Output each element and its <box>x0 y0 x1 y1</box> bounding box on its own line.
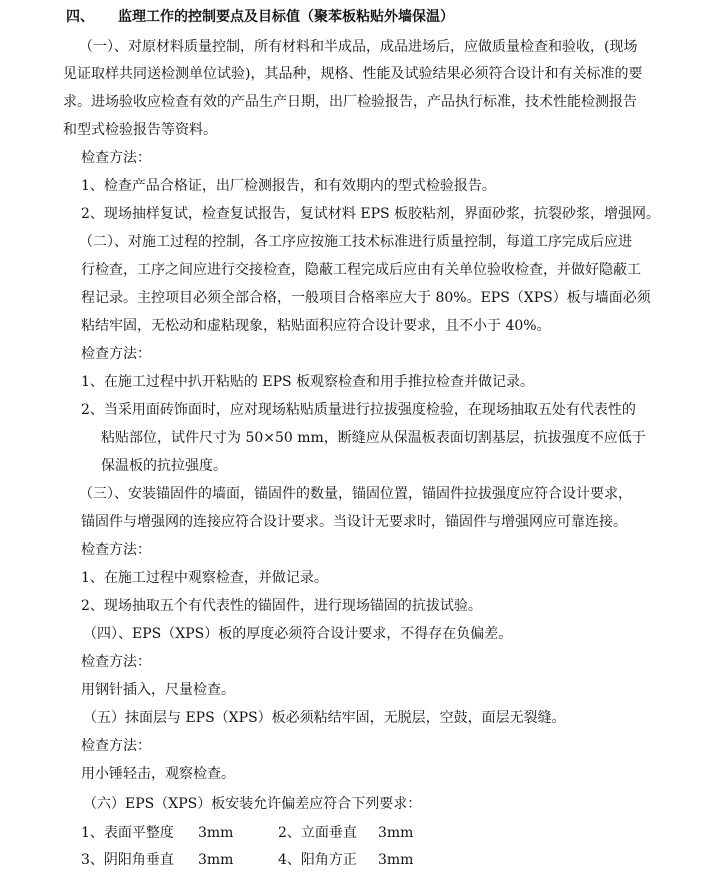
check-method-label: 检查方法： <box>81 346 151 362</box>
tolerance-value: 3mm <box>198 825 234 841</box>
tolerance-item: 3、阴阳角垂直 <box>81 852 174 868</box>
tolerance-row <box>0 850 715 870</box>
tolerance-item: 4、阳角方正 <box>278 852 357 868</box>
list-item: 1、在施工过程中观察检查，并做记录。 <box>81 570 328 586</box>
check-method-label: 检查方法： <box>81 654 151 670</box>
tolerance-value: 3mm <box>198 852 234 868</box>
paragraph-line: 粘结牢固，无松动和虚粘现象，粘贴面积应符合设计要求，且不小于 40%。 <box>81 318 551 334</box>
paragraph-line: （三）、安装锚固件的墙面，锚固件的数量，锚固位置，锚固件拉拔强度应符合设计要求， <box>79 486 632 502</box>
paragraph-line: （四）、EPS（XPS）板的厚度必须符合设计要求，不得存在负偏差。 <box>83 626 513 642</box>
list-item: 1、在施工过程中扒开粘贴的 EPS 板观察检查和用手推拉检查并做记录。 <box>81 374 535 390</box>
heading-number: 四、 <box>66 9 94 25</box>
paragraph-line: 用小锤轻击，观察检查。 <box>81 766 235 782</box>
heading-title: 监理工作的控制要点及目标值（聚苯板粘贴外墙保温） <box>118 9 454 25</box>
check-method-label: 检查方法： <box>81 542 151 558</box>
paragraph-line: （五）抹面层与 EPS（XPS）板必须粘结牢固，无脱层，空鼓，面层无裂缝。 <box>83 710 566 726</box>
tolerance-row <box>0 823 715 843</box>
list-item: 1、检查产品合格证，出厂检测报告，和有效期内的型式检验报告。 <box>81 178 496 194</box>
tolerance-item: 2、立面垂直 <box>278 825 357 841</box>
list-item: 2、当采用面砖饰面时，应对现场粘贴质量进行拉拔强度检验，在现场抽取五处有代表性的 <box>81 402 636 418</box>
paragraph-line: 求。进场验收应检查有效的产品生产日期，出厂检验报告，产品执行标准，技术性能检测报告 <box>63 94 637 110</box>
paragraph-line: （六）EPS（XPS）板安装允许偏差应符合下列要求： <box>83 796 422 812</box>
tolerance-value: 3mm <box>378 825 414 841</box>
paragraph-line: （二）、对施工过程的控制，各工序应按施工技术标准进行质量控制，每道工序完成后应进 <box>79 234 632 250</box>
paragraph-line: 用钢针插入，尺量检查。 <box>81 682 235 698</box>
list-item: 2、现场抽样复试，检查复试报告，复试材料 EPS 板胶粘剂，界面砂浆，抗裂砂浆，增强网。 <box>81 206 661 222</box>
paragraph-line: （一）、对原材料质量控制，所有材料和半成品，成品进场后，应做质量检查和验收，(现场 <box>79 39 638 55</box>
list-item-continuation: 粘贴部位，试件尺寸为 50×50 mm，断缝应从保温板表面切割基层，抗拔强度不应低于 <box>101 430 646 446</box>
paragraph-line: 程记录。主控项目必须全部合格，一般项目合格率应大于 80%。EPS（XPS）板与墙面必须 <box>81 290 651 306</box>
section-heading <box>0 7 715 27</box>
check-method-label: 检查方法： <box>81 738 151 754</box>
paragraph-line: 锚固件与增强网的连接应符合设计要求。当设计无要求时，锚固件与增强网应可靠连接。 <box>81 514 627 530</box>
list-item-continuation: 保温板的抗拉强度。 <box>101 458 227 474</box>
tolerance-value: 3mm <box>378 852 414 868</box>
paragraph-line: 见证取样共同送检测单位试验)，其品种，规格、性能及试验结果必须符合设计和有关标准的要 <box>63 66 643 82</box>
check-method-label: 检查方法： <box>81 150 151 166</box>
paragraph-line: 行检查，工序之间应进行交接检查，隐蔽工程完成后应由有关单位验收检查，并做好隐蔽工 <box>81 262 641 278</box>
list-item: 2、现场抽取五个有代表性的锚固件，进行现场锚固的抗拔试验。 <box>81 598 482 614</box>
tolerance-item: 1、表面平整度 <box>81 825 174 841</box>
paragraph-line: 和型式检验报告等资料。 <box>63 122 217 138</box>
